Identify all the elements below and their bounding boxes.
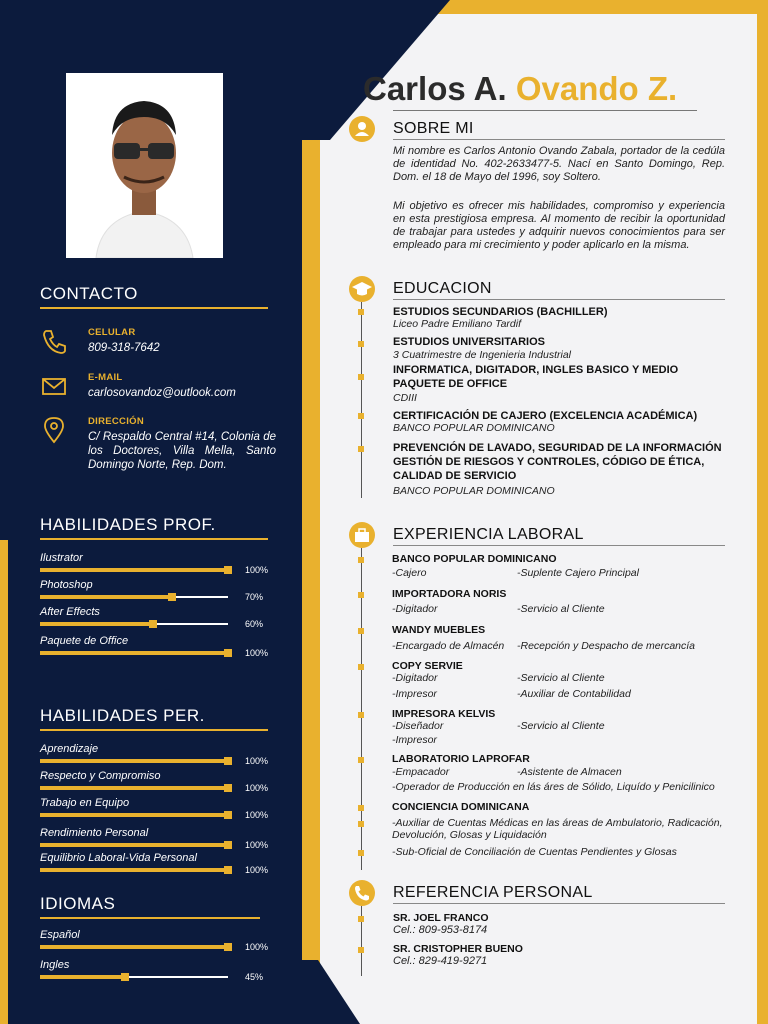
skill-fill (40, 595, 172, 599)
skill-percent: 100% (245, 756, 269, 766)
timeline-dot (358, 821, 364, 827)
timeline-dot (358, 413, 364, 419)
skill-percent: 100% (245, 840, 269, 850)
job-role: -Auxiliar de Cuentas Médicas en las áreas de Ambulatorio, Radicación, Devolución, Glosas y Liquidación (392, 817, 723, 841)
skill-percent: 60% (245, 619, 264, 629)
skill-name: Photoshop (40, 579, 93, 591)
skill-knob (224, 784, 232, 792)
skill-fill (40, 759, 228, 763)
skill-fill (40, 843, 228, 847)
first-name: Carlos A. (363, 70, 507, 107)
timeline-dot (358, 557, 364, 563)
skill-fill (40, 813, 228, 817)
skill-fill (40, 622, 153, 626)
experience-title: EXPERIENCIA LABORAL (393, 526, 584, 543)
education-item-sub: Liceo Padre Emiliano Tardif (393, 318, 522, 330)
timeline-dot (358, 592, 364, 598)
skill-row (40, 959, 280, 987)
last-name: Ovando Z. (515, 70, 678, 107)
job-role: -Servicio al Cliente (517, 672, 605, 684)
job-role: -Sub-Oficial de Conciliación de Cuentas Pendientes y Glosas (392, 846, 677, 858)
job-company: LABORATORIO LAPROFAR (392, 753, 530, 765)
skill-percent: 70% (245, 592, 264, 602)
references-divider (393, 903, 725, 904)
reference-name: SR. JOEL FRANCO (393, 912, 489, 924)
skill-knob (224, 649, 232, 657)
timeline-dot (358, 309, 364, 315)
gold-left-edge (0, 540, 8, 1024)
contact-divider (40, 307, 268, 309)
skill-fill (40, 568, 228, 572)
skill-row (40, 852, 280, 880)
address-value: C/ Respaldo Central #14, Colonia de los Doctores, Villa Mella, Santo Domingo Norte, Rep. Dom. (88, 431, 276, 471)
skill-percent: 45% (245, 972, 264, 982)
job-role: -Auxiliar de Contabilidad (517, 688, 631, 700)
job-company: CONCIENCIA DOMINICANA (392, 801, 530, 813)
skill-row (40, 635, 280, 663)
gold-top-band (420, 0, 768, 14)
job-role: -Impresor (392, 688, 437, 700)
timeline-dot (358, 947, 364, 953)
email-value: carlosovandoz@outlook.com (88, 387, 236, 399)
location-pin-icon (40, 416, 68, 444)
skill-percent: 100% (245, 942, 269, 952)
skill-row (40, 770, 280, 798)
education-divider (393, 299, 725, 300)
timeline-dot (358, 628, 364, 634)
skill-knob (224, 566, 232, 574)
timeline-dot (358, 712, 364, 718)
job-company: BANCO POPULAR DOMINICANO (392, 553, 557, 565)
skill-row (40, 797, 280, 825)
name-underline (393, 110, 697, 111)
education-item-sub: BANCO POPULAR DOMINICANO (393, 422, 555, 434)
job-role: -Operador de Producción en lás áres de Sólido, Liquído y Penicilinico (392, 781, 715, 793)
job-role: -Diseñador (392, 720, 444, 732)
user-icon (349, 116, 375, 142)
job-role: -Suplente Cajero Principal (517, 567, 639, 579)
skill-row (40, 827, 280, 855)
skill-row (40, 552, 280, 580)
skill-name: Equilibrio Laboral-Vida Personal (40, 852, 197, 864)
job-role: -Cajero (392, 567, 427, 579)
skill-fill (40, 868, 228, 872)
references-title: REFERENCIA PERSONAL (393, 884, 593, 901)
job-role: -Encargado de Almacén (392, 640, 505, 652)
skill-fill (40, 786, 228, 790)
skill-knob (224, 841, 232, 849)
contact-address (40, 416, 280, 476)
skill-percent: 100% (245, 648, 269, 658)
skill-percent: 100% (245, 565, 269, 575)
job-role: -Impresor (392, 734, 437, 746)
skill-percent: 100% (245, 810, 269, 820)
skill-name: Rendimiento Personal (40, 827, 149, 839)
job-role: -Recepción y Despacho de mercancía (517, 640, 696, 652)
timeline-dot (358, 916, 364, 922)
profile-photo (66, 73, 223, 258)
languages-title: IDIOMAS (40, 894, 116, 913)
skill-row (40, 743, 280, 771)
skill-fill (40, 945, 228, 949)
skill-fill (40, 651, 228, 655)
skill-row (40, 929, 280, 957)
reference-phone: Cel.: 809-953-8174 (393, 924, 488, 936)
education-item-title: INFORMATICA, DIGITADOR, INGLES BASICO Y MEDIO PAQUETE DE OFFICE (393, 364, 679, 390)
skill-name: After Effects (40, 606, 100, 618)
skill-knob (224, 811, 232, 819)
education-title: EDUCACION (393, 280, 492, 297)
contact-section-title: CONTACTO (40, 284, 138, 303)
skill-name: Paquete de Office (40, 635, 129, 647)
contact-email (40, 372, 280, 406)
graduation-cap-icon (349, 276, 375, 302)
timeline-dot (358, 757, 364, 763)
education-timeline (361, 302, 362, 498)
skill-row (40, 606, 280, 634)
education-item-title: ESTUDIOS SECUNDARIOS (BACHILLER) (393, 306, 608, 318)
experience-divider (393, 545, 725, 546)
phone-value: 809-318-7642 (88, 342, 160, 354)
job-role: -Digitador (392, 672, 438, 684)
timeline-dot (358, 341, 364, 347)
mail-icon (40, 372, 68, 400)
skill-fill (40, 975, 125, 979)
briefcase-icon (349, 522, 375, 548)
skill-row (40, 579, 280, 607)
education-item-sub: BANCO POPULAR DOMINICANO (393, 485, 555, 497)
job-role: -Empacador (392, 766, 450, 778)
about-title: SOBRE MI (393, 120, 474, 137)
skill-knob (168, 593, 176, 601)
phone-icon (40, 327, 68, 355)
skill-name: Ingles (40, 959, 70, 971)
timeline-dot (358, 805, 364, 811)
gold-right-band (757, 0, 768, 700)
phone-label: CELULAR (88, 327, 136, 338)
skill-knob (149, 620, 157, 628)
about-divider (393, 139, 725, 140)
skill-knob (224, 757, 232, 765)
skill-percent: 100% (245, 783, 269, 793)
education-item-title: CERTIFICACIÓN DE CAJERO (EXCELENCIA ACADÉMICA) (393, 410, 698, 422)
gold-middle-strip (302, 140, 320, 1024)
skill-name: Respecto y Compromiso (40, 770, 161, 782)
skill-knob (224, 943, 232, 951)
prof-skills-title: HABILIDADES PROF. (40, 515, 216, 534)
education-item-title: PREVENCIÓN DE LAVADO, SEGURIDAD DE LA INFORMACIÓN GESTIÓN DE RIESGOS Y CONTROLES, CÓDIGO DE ÉTICA, CALIDAD DE SERVICIO (393, 442, 722, 482)
timeline-dot (358, 374, 364, 380)
reference-phone: Cel.: 829-419-9271 (393, 955, 488, 967)
about-paragraph-1: Mi nombre es Carlos Antonio Ovando Zabala, portador de la cedúla de identidad No. 402-2633477-5. Nací en Santo Domingo, Rep. Dom. el 18 de Mayo del 1996, soy Soltero. (393, 145, 725, 183)
education-item-sub: 3 Cuatrimestre de Ingenieria Industrial (393, 349, 572, 361)
reference-name: SR. CRISTOPHER BUENO (393, 943, 523, 955)
address-label: DIRECCIÓN (88, 416, 145, 427)
education-item-sub: CDIII (393, 392, 417, 404)
job-company: IMPRESORA KELVIS (392, 708, 496, 720)
skill-name: Trabajo en Equipo (40, 797, 130, 809)
job-role: -Digitador (392, 603, 438, 615)
job-company: COPY SERVIE (392, 660, 463, 672)
job-company: WANDY MUEBLES (392, 624, 486, 636)
skill-name: Ilustrator (40, 552, 83, 564)
education-item-title: ESTUDIOS UNIVERSITARIOS (393, 336, 545, 348)
skill-knob (121, 973, 129, 981)
pers-skills-title: HABILIDADES PER. (40, 706, 205, 725)
skill-knob (224, 866, 232, 874)
about-paragraph-2: Mi objetivo es ofrecer mis habilidades, compromiso y experiencia en esta prestigiosa empresa. Al momento de recibir la oportunidad de trabajar para ustedes y adquirir nuevos conocimientos para ser empleado para mi crecimiento y poder aplicarlo en la misma. (393, 200, 725, 251)
timeline-dot (358, 664, 364, 670)
job-role: -Servicio al Cliente (517, 603, 605, 615)
job-role: -Asistente de Almacen (517, 766, 622, 778)
contact-phone (40, 327, 280, 361)
prof-skills-divider (40, 538, 268, 540)
phone-call-icon (349, 880, 375, 906)
email-label: E-MAIL (88, 372, 123, 383)
job-company: IMPORTADORA NORIS (392, 588, 507, 600)
full-name (363, 70, 677, 108)
languages-divider (40, 917, 260, 919)
job-role: -Servicio al Cliente (517, 720, 605, 732)
timeline-dot (358, 850, 364, 856)
skill-name: Español (40, 929, 80, 941)
skill-percent: 100% (245, 865, 269, 875)
pers-skills-divider (40, 729, 268, 731)
gold-right-band-lower (757, 700, 768, 1024)
timeline-dot (358, 446, 364, 452)
skill-name: Aprendizaje (40, 743, 99, 755)
